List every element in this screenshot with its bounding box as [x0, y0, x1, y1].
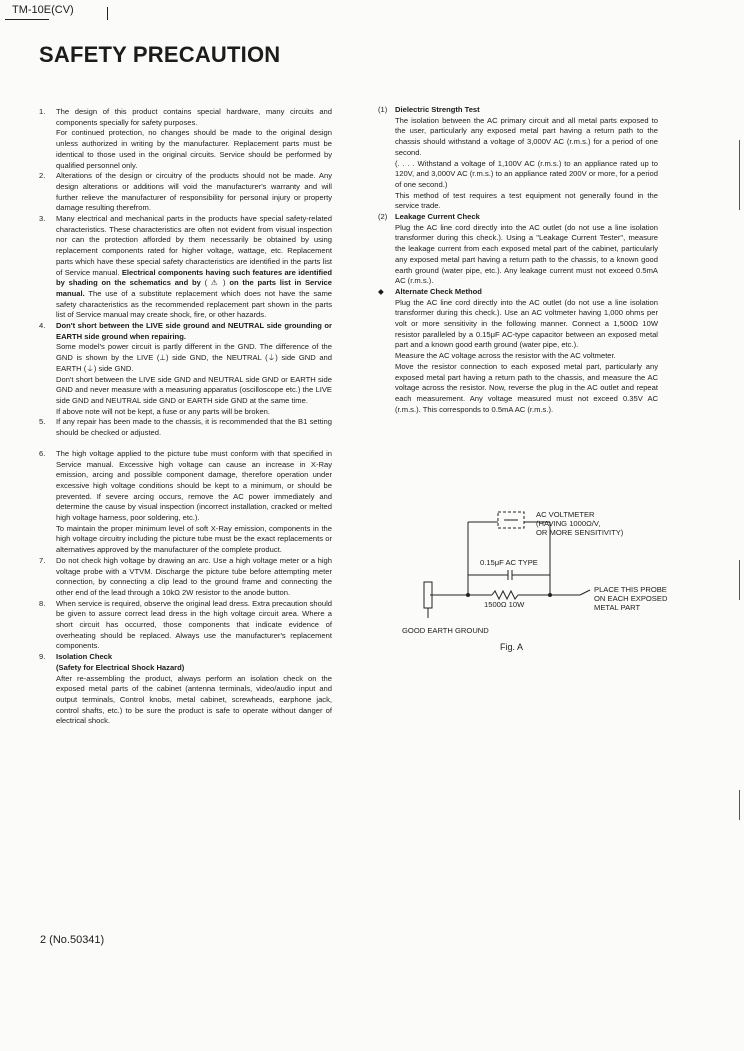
section-heading: Dielectric Strength Test — [395, 105, 480, 114]
item-text: Alterations of the design or circuitry of the products should not be made. Any design alterations or additions will void the manufacturer's warranty and will further relieve the manufacturer of responsibility for personal injury or property damage resulting therefrom. — [56, 171, 332, 213]
section-text: Plug the AC line cord directly into the AC outlet (do not use a line isolation transformer during this check.). Using a "Leakage Current Tester", measure the leakage current from each exposed metal part of the cabinet, particularly any exposed metal part having a return path to the chassis, to a known good earth ground (water pipe, etc.). Any leakage current must not exceed 0.5mA AC (r.m.s.). — [395, 222, 658, 286]
item-number: 3. — [39, 214, 46, 224]
scan-edge-mark — [739, 560, 740, 600]
list-item-3 — [39, 214, 332, 321]
item-text: The design of this product contains special hardware, many circuits and components specially for safety purposes. — [56, 107, 332, 127]
item-number: 1. — [39, 107, 46, 116]
ground-label: GOOD EARTH GROUND — [402, 626, 489, 635]
scan-edge-mark — [739, 140, 740, 210]
item-text-a: Many electrical and mechanical parts in the products have special safety-related characteristics. These characteristics are often not evident from visual inspection nor can the protection afforded by them necessarily be obtained by using replacement components rated for higher voltage, wattage, etc. Replacement parts which have these special safety characteristics are identified in the parts list of Service manual. — [56, 214, 332, 277]
item-number: 2. — [39, 171, 46, 181]
item-bold-a: Electrical components having such features are identified by shading on the schematics and by — [56, 267, 332, 288]
header-rule — [5, 19, 49, 20]
circuit-diagram — [380, 500, 670, 660]
figure-caption: Fig. A — [500, 642, 524, 652]
left-column — [39, 107, 332, 727]
figure-a — [380, 500, 670, 660]
item-subheading: (Safety for Electrical Shock Hazard) — [56, 662, 185, 672]
voltmeter-label-3: OR MORE SENSITIVITY) — [536, 528, 624, 537]
section-number: (2) — [378, 212, 388, 222]
page-title: SAFETY PRECAUTION — [39, 42, 281, 67]
section-heading: Leakage Current Check — [395, 212, 480, 222]
page-number: 2 (No.50341) — [40, 934, 105, 946]
item-text — [56, 214, 332, 321]
subsection-alternate — [378, 287, 658, 415]
subsection-dielectric — [378, 105, 658, 212]
section-text: Move the resistor connection to each exposed metal part, particularly any exposed metal part having a return path to the chassis, and measure the AC voltage across the resistor. Now, reverse the plug in the AC outlet and repeat each measurement. Any voltage measured must not exceed 0.35V AC (r.m.s.). This corresponds to 0.5mA AC (r.m.s.). — [395, 361, 658, 414]
list-item-6 — [39, 449, 332, 556]
item-text: If any repair has been made to the chassis, it is recommended that the B1 setting should be checked or adjusted. — [56, 417, 332, 438]
section-text: Plug the AC line cord directly into the AC outlet (do not use a line isolation transformer during this check.). Use an AC voltmeter having 1,000 ohms per volt or more sensitivity in the following manner. Connect a 1,500Ω 10W resistor paralleled by a 0.15μF AC-type capacitor between an exposed metal part and a known good earth ground (water pipe, etc.). — [395, 297, 658, 350]
item-text: To maintain the proper minimum level of soft X-Ray emission, components in the high voltage circuitry including the picture tube must be the exact replacements or alternatives approved by the manufacturer of the complete product. — [56, 523, 332, 555]
item-text: For continued protection, no changes should be made to the original design unless authorized in writing by the manufacturer. Replacement parts must be identical to those used in the original circuits. Service should be performed by qualified personnel only. — [56, 128, 332, 170]
item-number: 7. — [39, 555, 46, 565]
list-item-7 — [39, 556, 332, 599]
item-text: Some model's power circuit is partly different in the GND. The difference of the GND is shown by the LIVE (⊥) side GND, the NEUTRAL (⏚) side GND and EARTH (⏚) side GND. — [56, 342, 332, 373]
section-number: (1) — [378, 105, 388, 114]
item-bold-b: on the parts list in Service manual. — [56, 278, 332, 298]
resistor-label: 1500Ω 10W — [484, 600, 525, 609]
section-text: The isolation between the AC primary circuit and all metal parts exposed to the user, particularly any exposed metal part having a return path to the chassis should withstand a voltage of 3,000V AC (r.m.s.) for a period of one second. — [395, 115, 658, 157]
item-text: When service is required, observe the original lead dress. Extra precaution should be given to assure correct lead dress in the high voltage circuit area. Where a short circuit has occurred, those components that indicate evidence of overheating should be replaced. Always use the manufacturer's replacement components. — [56, 598, 332, 651]
item-heading: Isolation Check — [56, 652, 113, 662]
probe-label-1: PLACE THIS PROBE — [594, 585, 667, 594]
right-column — [378, 105, 658, 415]
item-text: After re-assembling the product, always perform an isolation check on the exposed metal parts of the cabinet (antenna terminals, video/audio input and output terminals, Control knobs, metal cabinet, screwheads, earphone jack, control shafts, etc.) to be sure the product is safe to operate without danger of electrical shock. — [56, 673, 332, 726]
scan-edge-mark — [739, 790, 740, 820]
item-text-b: The use of a substitute replacement which does not have the same safety characteristics as the recommended replacement part shown in the parts list of Service manual may create shock, fire, or other hazards. — [56, 288, 332, 320]
item-number: 5. — [39, 417, 46, 427]
list-item-2 — [39, 171, 332, 214]
list-item-5 — [39, 417, 332, 438]
junction-dot — [466, 593, 470, 597]
item-text: Do not check high voltage by drawing an arc. Use a high voltage meter or a high voltage probe with a VTVM. Discharge the picture tube before attempting meter connection, by connecting a clip lead to the ground frame and connecting the other end of the lead through a 10kΩ 2W resistor to the anode button. — [56, 555, 332, 597]
item-number: 4. — [39, 321, 46, 331]
list-item-4 — [39, 321, 332, 417]
model-number: TM-10E(CV) — [12, 4, 74, 16]
list-item-9 — [39, 652, 332, 727]
list-item-8 — [39, 599, 332, 653]
item-number: 6. — [39, 448, 46, 458]
item-text: If above note will not be kept, a fuse or any parts will be broken. — [56, 406, 271, 416]
item-bold: Don't short between the LIVE side ground and NEUTRAL side grounding or EARTH side ground when repairing. — [56, 321, 332, 341]
probe-label-2: ON EACH EXPOSED — [594, 594, 668, 603]
item-text: The high voltage applied to the picture tube must conform with that specified in Service manual. Excessive high voltage can cause an increase in X-Ray emission, arcing and possible component damage, therefore operation under excessive high voltage conditions should be kept to a minimum, or should be prevented. If severe arcing occurs, remove the AC power immediately and determine the cause by visual inspection (incorrect installation, cracked or melted high voltage harness, poor soldering, etc.). — [56, 448, 332, 523]
section-heading: Alternate Check Method — [395, 286, 482, 296]
voltmeter-label: AC VOLTMETER — [536, 510, 595, 519]
list-item-1 — [39, 107, 332, 171]
diamond-icon: ◆ — [378, 286, 384, 296]
section-text: Measure the AC voltage across the resistor with the AC voltmeter. — [395, 351, 616, 361]
probe-label-3: METAL PART — [594, 603, 641, 612]
capacitor-label: 0.15μF AC TYPE — [480, 558, 538, 567]
item-number: 9. — [39, 652, 46, 662]
header-tick — [107, 7, 108, 20]
section-note: (. . . . Withstand a voltage of 1,100V AC (r.m.s.) to an appliance rated up to 120V, and 3,000V AC (r.m.s.) to an appliance rated 200V or more, for a period of one second.) — [395, 158, 658, 189]
item-number: 8. — [39, 598, 46, 608]
item-text: Don't short between the LIVE side GND and NEUTRAL side GND or EARTH side GND and never measure with a measuring apparatus (oscilloscope etc.) the LIVE side GND and NEUTRAL side GND or EARTH side GND at the same time. — [56, 374, 332, 405]
subsection-leakage — [378, 212, 658, 287]
junction-dot — [548, 593, 552, 597]
section-text: This method of test requires a test equipment not generally found in the service trade. — [395, 190, 658, 211]
voltmeter-label-2: (HAVING 1000Ω/V, — [536, 519, 601, 528]
warning-triangle: ( ⚠ ) — [204, 278, 226, 288]
